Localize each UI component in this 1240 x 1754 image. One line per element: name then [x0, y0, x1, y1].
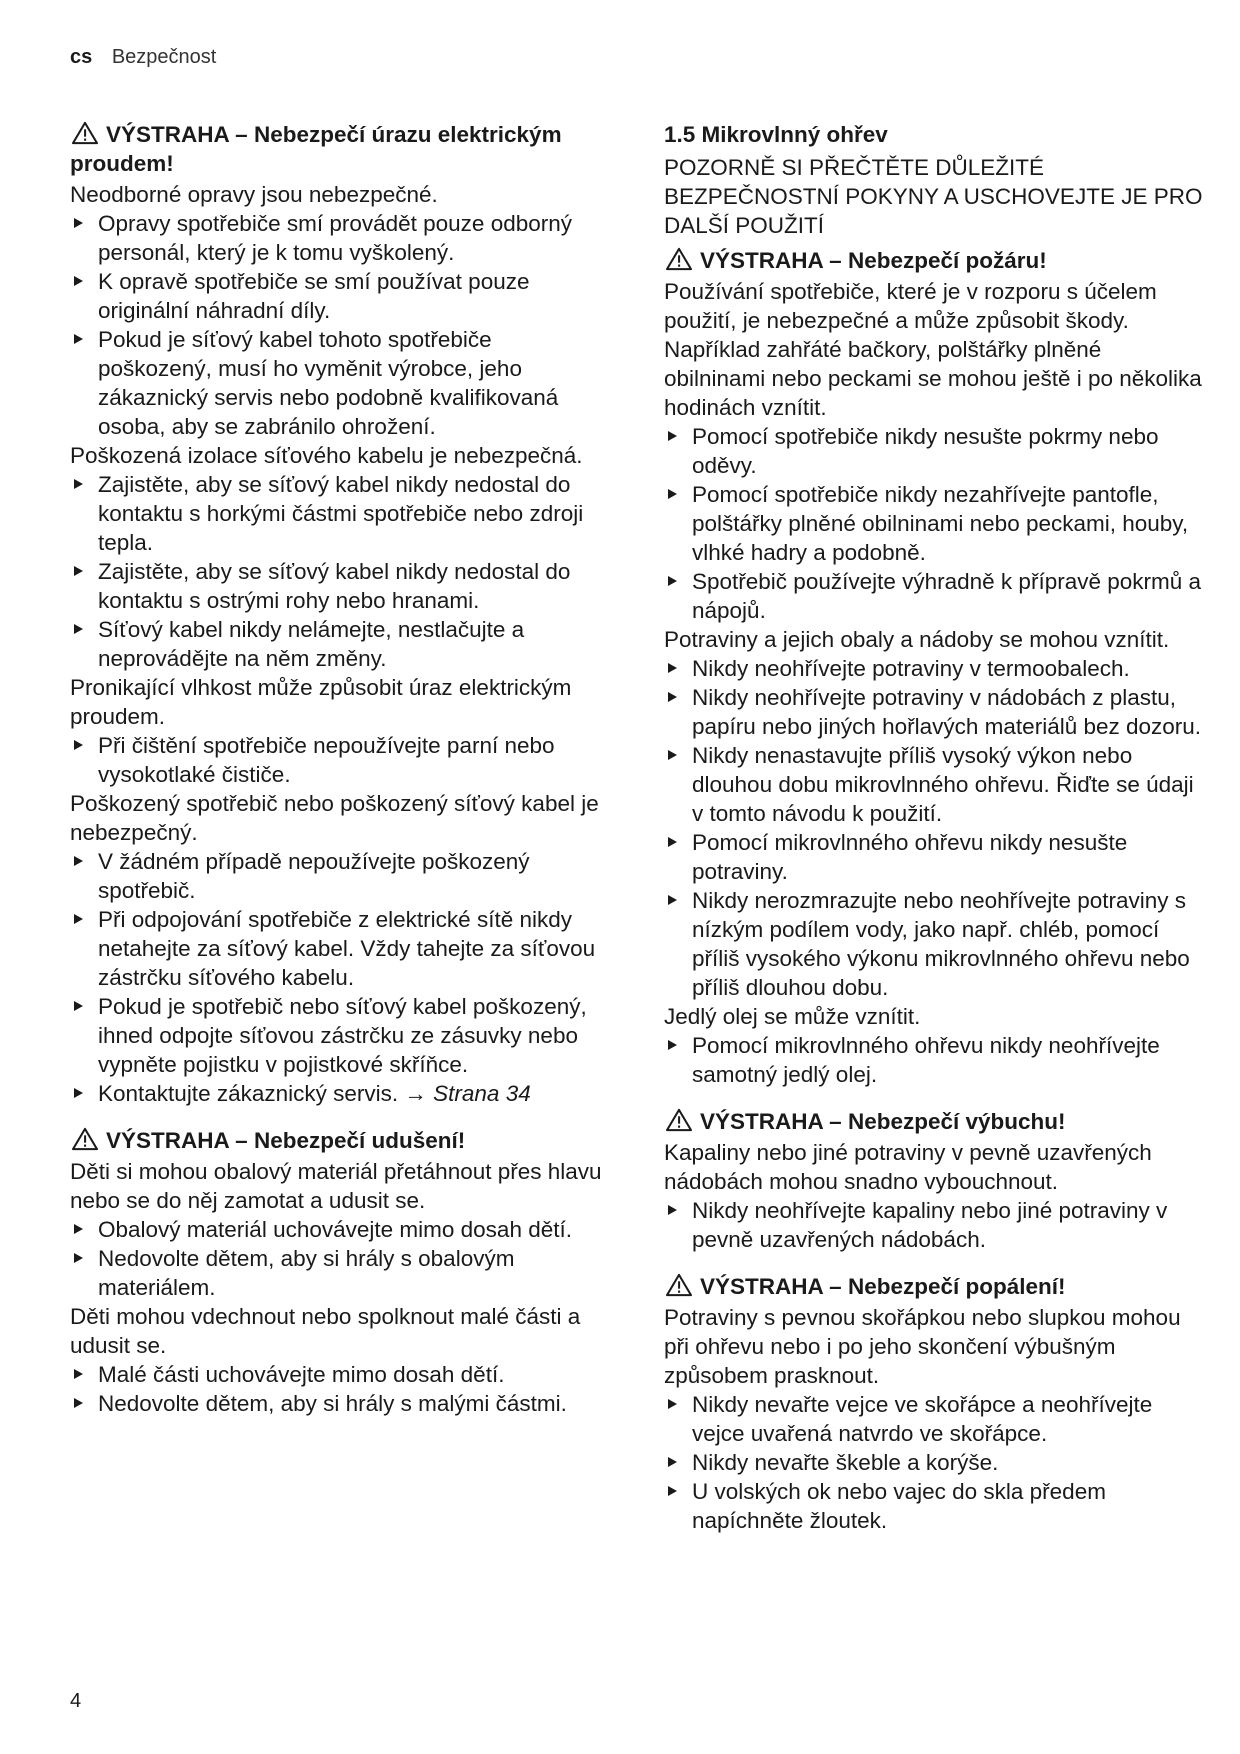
list-item: Pokud je spotřebič nebo síťový kabel poškozený, ihned odpojte síťovou zástrčku ze zásuvky nebo vypněte pojistku v pojistkové skříňce.: [70, 992, 610, 1079]
list-item: Nikdy nevařte vejce ve skořápce a neohřívejte vejce uvařená natvrdo ve skořápce.: [664, 1390, 1204, 1448]
warning-fire: [664, 246, 1204, 275]
list-item: Při odpojování spotřebiče z elektrické sítě nikdy netahejte za síťový kabel. Vždy tahejte za síťovou zástrčku síťového kabelu.: [70, 905, 610, 992]
page-header: [70, 46, 216, 69]
list-item: Pomocí mikrovlnného ohřevu nikdy neohřívejte samotný jedlý olej.: [664, 1031, 1204, 1089]
bullet-list: [664, 654, 1204, 1002]
list-item: V žádném případě nepoužívejte poškozený spotřebič.: [70, 847, 610, 905]
list-item: Zajistěte, aby se síťový kabel nikdy nedostal do kontaktu s horkými částmi spotřebiče nebo zdroji tepla.: [70, 470, 610, 557]
paragraph: Poškozená izolace síťového kabelu je nebezpečná.: [70, 443, 583, 468]
list-item: Síťový kabel nikdy nelámejte, nestlačujte a neprovádějte na něm změny.: [70, 615, 610, 673]
warning-triangle-icon: [664, 1273, 694, 1297]
page-reference-link[interactable]: Strana 34: [433, 1081, 531, 1106]
list-item: Nikdy neohřívejte potraviny v termoobalech.: [664, 654, 1204, 683]
list-item: Pomocí mikrovlnného ohřevu nikdy nesušte potraviny.: [664, 828, 1204, 886]
warning-title: VÝSTRAHA – Nebezpečí požáru!: [700, 248, 1047, 273]
warning-burn: [664, 1272, 1204, 1301]
paragraph: Potraviny s pevnou skořápkou nebo slupkou mohou při ohřevu nebo i po jeho skončení výbušným způsobem prasknout.: [664, 1305, 1181, 1388]
bullet-list: [70, 209, 610, 441]
warning-suffocation: [70, 1126, 610, 1155]
bullet-list: [70, 1215, 610, 1302]
warning-triangle-icon: [70, 121, 100, 145]
bullet-list: [664, 1031, 1204, 1089]
list-item: Nikdy neohřívejte potraviny v nádobách z plastu, papíru nebo jiných hořlavých materiálů bez dozoru.: [664, 683, 1204, 741]
warning-title: VÝSTRAHA – Nebezpečí výbuchu!: [700, 1109, 1066, 1134]
list-item: Opravy spotřebiče smí provádět pouze odborný personál, který je k tomu vyškolený.: [70, 209, 610, 267]
bullet-list: [70, 847, 610, 1108]
list-item: K opravě spotřebiče se smí používat pouze originální náhradní díly.: [70, 267, 610, 325]
paragraph: Potraviny a jejich obaly a nádoby se mohou vznítit.: [664, 627, 1170, 652]
page-number: 4: [70, 1690, 82, 1712]
list-item: Obalový materiál uchovávejte mimo dosah dětí.: [70, 1215, 610, 1244]
bullet-list: [70, 470, 610, 673]
caps-notice: POZORNĚ SI PŘEČTĚTE DŮLEŽITÉ BEZPEČNOSTNÍ POKYNY A USCHOVEJTE JE PRO DALŠÍ POUŽITÍ: [664, 155, 1203, 238]
list-item: Při čištění spotřebiče nepoužívejte parní nebo vysokotlaké čističe.: [70, 731, 610, 789]
warning-title: VÝSTRAHA – Nebezpečí udušení!: [106, 1128, 466, 1153]
warning-title: VÝSTRAHA – Nebezpečí úrazu elektrickým proudem!: [70, 122, 562, 176]
paragraph: Neodborné opravy jsou nebezpečné.: [70, 182, 438, 207]
list-item: Nikdy nenastavujte příliš vysoký výkon nebo dlouhou dobu mikrovlnného ohřevu. Řiďte se údaji v tomto návodu k použití.: [664, 741, 1204, 828]
warning-triangle-icon: [664, 1108, 694, 1132]
paragraph: Poškozený spotřebič nebo poškozený síťový kabel je nebezpečný.: [70, 791, 599, 845]
paragraph: Děti mohou vdechnout nebo spolknout malé části a udusit se.: [70, 1304, 581, 1358]
list-item: [70, 1079, 610, 1108]
warning-explosion: [664, 1107, 1204, 1136]
section-heading: 1.5 Mikrovlnný ohřev: [664, 122, 888, 147]
warning-triangle-icon: [664, 247, 694, 271]
warning-title: VÝSTRAHA – Nebezpečí popálení!: [700, 1274, 1066, 1299]
paragraph: Pronikající vlhkost může způsobit úraz elektrickým proudem.: [70, 675, 572, 729]
list-item: Nikdy nevařte škeble a korýše.: [664, 1448, 1204, 1477]
list-item: Pomocí spotřebiče nikdy nesušte pokrmy nebo oděvy.: [664, 422, 1204, 480]
arrow-right-icon: →: [404, 1081, 427, 1106]
paragraph: Používání spotřebiče, které je v rozporu s účelem použití, je nebezpečné a může způsobit škody. Například zahřáté bačkory, polštářky plněné obilninami nebo peckami se mohou ještě i po několika hodinách vznítit.: [664, 279, 1202, 420]
bullet-list: [70, 731, 610, 789]
list-item: Nedovolte dětem, aby si hrály s obalovým materiálem.: [70, 1244, 610, 1302]
right-column: [664, 120, 1204, 1535]
paragraph: Děti si mohou obalový materiál přetáhnout přes hlavu nebo se do něj zamotat a udusit se.: [70, 1159, 602, 1213]
paragraph: Jedlý olej se může vznítit.: [664, 1004, 921, 1029]
bullet-list: [664, 422, 1204, 625]
left-column: [70, 120, 610, 1418]
section-title: Bezpečnost: [111, 46, 217, 68]
bullet-list: [70, 1360, 610, 1418]
warning-triangle-icon: [70, 1127, 100, 1151]
list-item: Nedovolte dětem, aby si hrály s malými částmi.: [70, 1389, 610, 1418]
paragraph: Kapaliny nebo jiné potraviny v pevně uzavřených nádobách mohou snadno vybouchnout.: [664, 1140, 1152, 1194]
bullet-list: [664, 1196, 1204, 1254]
list-item: Spotřebič používejte výhradně k přípravě pokrmů a nápojů.: [664, 567, 1204, 625]
list-item: Malé části uchovávejte mimo dosah dětí.: [70, 1360, 610, 1389]
list-item: Pomocí spotřebiče nikdy nezahřívejte pantofle, polštářky plněné obilninami nebo peckami, houby, vlhké hadry a podobně.: [664, 480, 1204, 567]
list-item: Zajistěte, aby se síťový kabel nikdy nedostal do kontaktu s ostrými rohy nebo hranami.: [70, 557, 610, 615]
language-code: cs: [70, 46, 93, 68]
list-item: Nikdy neohřívejte kapaliny nebo jiné potraviny v pevně uzavřených nádobách.: [664, 1196, 1204, 1254]
warning-electric-shock: [70, 120, 610, 178]
bullet-list: [664, 1390, 1204, 1535]
list-item: Nikdy nerozmrazujte nebo neohřívejte potraviny s nízkým podílem vody, jako např. chléb, pomocí příliš vysokého výkonu mikrovlnného ohřevu nebo příliš dlouhou dobu.: [664, 886, 1204, 1002]
list-item: U volských ok nebo vajec do skla předem napíchněte žloutek.: [664, 1477, 1204, 1535]
list-item: Pokud je síťový kabel tohoto spotřebiče poškozený, musí ho vyměnit výrobce, jeho zákaznický servis nebo podobně kvalifikovaná osoba, aby se zabránilo ohrožení.: [70, 325, 610, 441]
contact-text: Kontaktujte zákaznický servis.: [98, 1081, 405, 1106]
